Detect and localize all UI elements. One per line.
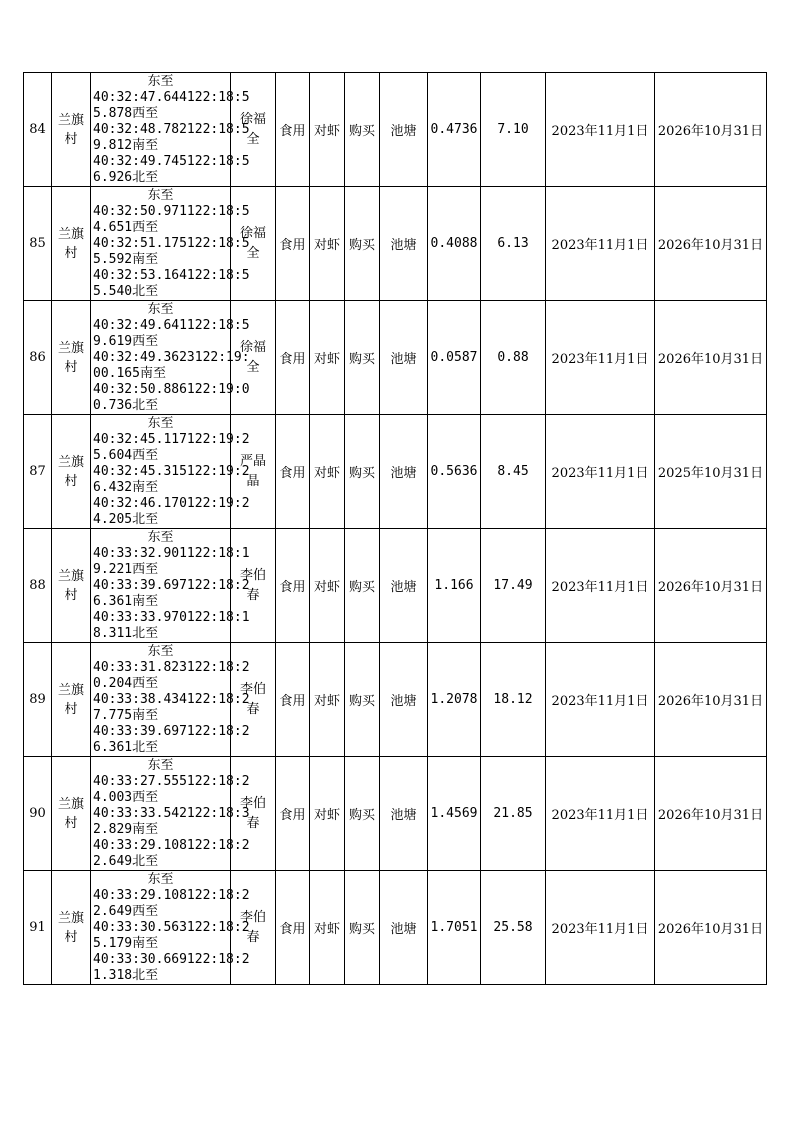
village-text: 兰旗村 — [57, 568, 84, 603]
start-date-cell: 2023年11月1日 — [546, 871, 655, 985]
coordinate-line: 40:32:47.644122:18:5 — [93, 89, 250, 105]
start-date-cell: 2023年11月1日 — [546, 643, 655, 757]
village-cell — [52, 529, 91, 643]
holder-name-text: 李伯春 — [240, 795, 267, 831]
coordinate-line: 4.205北至 — [93, 511, 159, 527]
table-row — [24, 73, 767, 187]
coordinate-line: 40:33:29.108122:18:2 — [93, 837, 250, 853]
area-cell: 1.2078 — [428, 643, 481, 757]
acquisition-method-cell: 购买 — [345, 73, 380, 187]
coordinate-line: 40:32:49.641122:18:5 — [93, 317, 250, 333]
water-type-cell: 池塘 — [380, 529, 428, 643]
area-cell: 1.7051 — [428, 871, 481, 985]
water-type-cell: 池塘 — [380, 301, 428, 415]
coordinate-line: 9.619西至 — [93, 333, 159, 349]
amount-cell: 8.45 — [481, 415, 546, 529]
coordinate-line: 0.204西至 — [93, 675, 159, 691]
coordinate-line: 5.604西至 — [93, 447, 159, 463]
village-text: 兰旗村 — [57, 910, 84, 945]
boundary-coordinates-cell — [91, 187, 250, 301]
coordinate-line: 4.651西至 — [93, 219, 159, 235]
village-cell — [52, 73, 91, 187]
start-date-cell: 2023年11月1日 — [546, 301, 655, 415]
row-number: 91 — [24, 871, 52, 985]
amount-cell: 21.85 — [481, 757, 546, 871]
end-date-cell: 2026年10月31日 — [655, 187, 767, 301]
table-row — [24, 529, 767, 643]
village-text: 兰旗村 — [57, 226, 84, 261]
coordinate-line: 00.165南至 — [93, 365, 166, 381]
coordinate-line: 2.829南至 — [93, 821, 159, 837]
coordinate-line: 5.878西至 — [93, 105, 159, 121]
amount-cell: 7.10 — [481, 73, 546, 187]
table-row — [24, 187, 767, 301]
holder-name-text: 李伯春 — [240, 909, 267, 945]
purpose-cell: 食用 — [276, 871, 310, 985]
amount-cell: 6.13 — [481, 187, 546, 301]
row-number: 84 — [24, 73, 52, 187]
table-row — [24, 643, 767, 757]
coordinate-line: 6.361北至 — [93, 739, 159, 755]
water-type-cell: 池塘 — [380, 415, 428, 529]
coordinate-line: 东至 — [147, 643, 174, 659]
village-text: 兰旗村 — [57, 454, 84, 489]
coordinate-line: 0.736北至 — [93, 397, 159, 413]
coordinate-line: 6.432南至 — [93, 479, 159, 495]
species-cell: 对虾 — [310, 73, 345, 187]
holder-name-text: 徐福全 — [240, 111, 267, 147]
holder-name-text: 徐福全 — [240, 339, 267, 375]
row-number: 86 — [24, 301, 52, 415]
purpose-cell: 食用 — [276, 73, 310, 187]
area-cell: 1.4569 — [428, 757, 481, 871]
end-date-cell: 2026年10月31日 — [655, 643, 767, 757]
coordinate-line: 东至 — [147, 301, 174, 317]
coordinate-line: 40:32:49.745122:18:5 — [93, 153, 250, 169]
table-body — [24, 73, 767, 985]
coordinate-line: 40:32:48.782122:18:5 — [93, 121, 250, 137]
species-cell: 对虾 — [310, 871, 345, 985]
holder-name-text: 李伯春 — [240, 567, 267, 603]
coordinate-line: 东至 — [147, 757, 174, 773]
coordinate-line: 40:33:29.108122:18:2 — [93, 887, 250, 903]
purpose-cell: 食用 — [276, 529, 310, 643]
boundary-coordinates-cell — [91, 529, 250, 643]
purpose-cell: 食用 — [276, 415, 310, 529]
species-cell: 对虾 — [310, 415, 345, 529]
amount-cell: 17.49 — [481, 529, 546, 643]
village-text: 兰旗村 — [57, 340, 84, 375]
holder-name-text: 严晶晶 — [240, 453, 267, 489]
start-date-cell: 2023年11月1日 — [546, 757, 655, 871]
coordinate-line: 1.318北至 — [93, 967, 159, 983]
area-cell: 0.4736 — [428, 73, 481, 187]
species-cell: 对虾 — [310, 187, 345, 301]
coordinate-line: 东至 — [147, 187, 174, 203]
coordinate-line: 40:33:33.542122:18:3 — [93, 805, 250, 821]
coordinate-line: 40:32:45.315122:19:2 — [93, 463, 250, 479]
coordinate-line: 40:33:39.697122:18:2 — [93, 577, 250, 593]
water-type-cell: 池塘 — [380, 643, 428, 757]
row-number: 90 — [24, 757, 52, 871]
coordinate-line: 东至 — [147, 73, 174, 89]
coordinate-line: 5.592南至 — [93, 251, 159, 267]
end-date-cell: 2026年10月31日 — [655, 871, 767, 985]
boundary-coordinates-cell — [91, 757, 250, 871]
coordinate-line: 40:32:49.3623122:19: — [93, 349, 250, 365]
holder-name-text: 徐福全 — [240, 225, 267, 261]
row-number: 89 — [24, 643, 52, 757]
village-cell — [52, 871, 91, 985]
coordinate-line: 8.311北至 — [93, 625, 159, 641]
species-cell: 对虾 — [310, 529, 345, 643]
boundary-coordinates-cell — [91, 415, 250, 529]
amount-cell: 0.88 — [481, 301, 546, 415]
coordinate-line: 40:33:30.563122:18:2 — [93, 919, 250, 935]
water-type-cell: 池塘 — [380, 73, 428, 187]
boundary-coordinates-cell — [91, 871, 250, 985]
acquisition-method-cell: 购买 — [345, 529, 380, 643]
purpose-cell: 食用 — [276, 301, 310, 415]
coordinate-line: 40:33:30.669122:18:2 — [93, 951, 250, 967]
row-number: 88 — [24, 529, 52, 643]
boundary-coordinates-cell — [91, 73, 250, 187]
table-row — [24, 871, 767, 985]
area-cell: 0.0587 — [428, 301, 481, 415]
end-date-cell: 2026年10月31日 — [655, 73, 767, 187]
acquisition-method-cell: 购买 — [345, 301, 380, 415]
coordinate-line: 40:32:53.164122:18:5 — [93, 267, 250, 283]
water-type-cell: 池塘 — [380, 757, 428, 871]
area-cell: 0.4088 — [428, 187, 481, 301]
end-date-cell: 2026年10月31日 — [655, 757, 767, 871]
village-cell — [52, 415, 91, 529]
coordinate-line: 9.221西至 — [93, 561, 159, 577]
row-number: 87 — [24, 415, 52, 529]
coordinate-line: 2.649北至 — [93, 853, 159, 869]
village-cell — [52, 187, 91, 301]
coordinate-line: 40:32:46.170122:19:2 — [93, 495, 250, 511]
village-text: 兰旗村 — [57, 682, 84, 717]
acquisition-method-cell: 购买 — [345, 415, 380, 529]
table-row — [24, 757, 767, 871]
end-date-cell: 2026年10月31日 — [655, 301, 767, 415]
purpose-cell: 食用 — [276, 757, 310, 871]
water-type-cell: 池塘 — [380, 871, 428, 985]
coordinate-line: 9.812南至 — [93, 137, 159, 153]
coordinate-line: 40:33:33.970122:18:1 — [93, 609, 250, 625]
species-cell: 对虾 — [310, 301, 345, 415]
coordinate-line: 6.926北至 — [93, 169, 159, 185]
village-cell — [52, 301, 91, 415]
end-date-cell: 2026年10月31日 — [655, 529, 767, 643]
start-date-cell: 2023年11月1日 — [546, 415, 655, 529]
acquisition-method-cell: 购买 — [345, 757, 380, 871]
village-text: 兰旗村 — [57, 796, 84, 831]
acquisition-method-cell: 购买 — [345, 643, 380, 757]
coordinate-line: 40:32:51.175122:18:5 — [93, 235, 250, 251]
village-cell — [52, 757, 91, 871]
coordinate-line: 东至 — [147, 529, 174, 545]
coordinate-line: 5.179南至 — [93, 935, 159, 951]
coordinate-line: 4.003西至 — [93, 789, 159, 805]
coordinate-line: 东至 — [147, 871, 174, 887]
area-cell: 0.5636 — [428, 415, 481, 529]
water-type-cell: 池塘 — [380, 187, 428, 301]
coordinate-line: 5.540北至 — [93, 283, 159, 299]
coordinate-line: 东至 — [147, 415, 174, 431]
acquisition-method-cell: 购买 — [345, 187, 380, 301]
row-number: 85 — [24, 187, 52, 301]
coordinate-line: 40:33:39.697122:18:2 — [93, 723, 250, 739]
coordinate-line: 40:33:31.823122:18:2 — [93, 659, 250, 675]
village-text: 兰旗村 — [57, 112, 84, 147]
area-cell: 1.166 — [428, 529, 481, 643]
coordinate-line: 6.361南至 — [93, 593, 159, 609]
table-row — [24, 301, 767, 415]
purpose-cell: 食用 — [276, 643, 310, 757]
coordinate-line: 40:33:27.555122:18:2 — [93, 773, 250, 789]
species-cell: 对虾 — [310, 757, 345, 871]
coordinate-line: 40:32:45.117122:19:2 — [93, 431, 250, 447]
acquisition-method-cell: 购买 — [345, 871, 380, 985]
coordinate-line: 40:33:32.901122:18:1 — [93, 545, 250, 561]
coordinate-line: 7.775南至 — [93, 707, 159, 723]
village-cell — [52, 643, 91, 757]
end-date-cell: 2025年10月31日 — [655, 415, 767, 529]
start-date-cell: 2023年11月1日 — [546, 73, 655, 187]
coordinate-line: 2.649西至 — [93, 903, 159, 919]
coordinate-line: 40:33:38.434122:18:2 — [93, 691, 250, 707]
amount-cell: 25.58 — [481, 871, 546, 985]
boundary-coordinates-cell — [91, 301, 250, 415]
aquaculture-table — [23, 72, 767, 985]
holder-name-text: 李伯春 — [240, 681, 267, 717]
coordinate-line: 40:32:50.886122:19:0 — [93, 381, 250, 397]
start-date-cell: 2023年11月1日 — [546, 529, 655, 643]
purpose-cell: 食用 — [276, 187, 310, 301]
amount-cell: 18.12 — [481, 643, 546, 757]
table-row — [24, 415, 767, 529]
coordinate-line: 40:32:50.971122:18:5 — [93, 203, 250, 219]
start-date-cell: 2023年11月1日 — [546, 187, 655, 301]
boundary-coordinates-cell — [91, 643, 250, 757]
species-cell: 对虾 — [310, 643, 345, 757]
